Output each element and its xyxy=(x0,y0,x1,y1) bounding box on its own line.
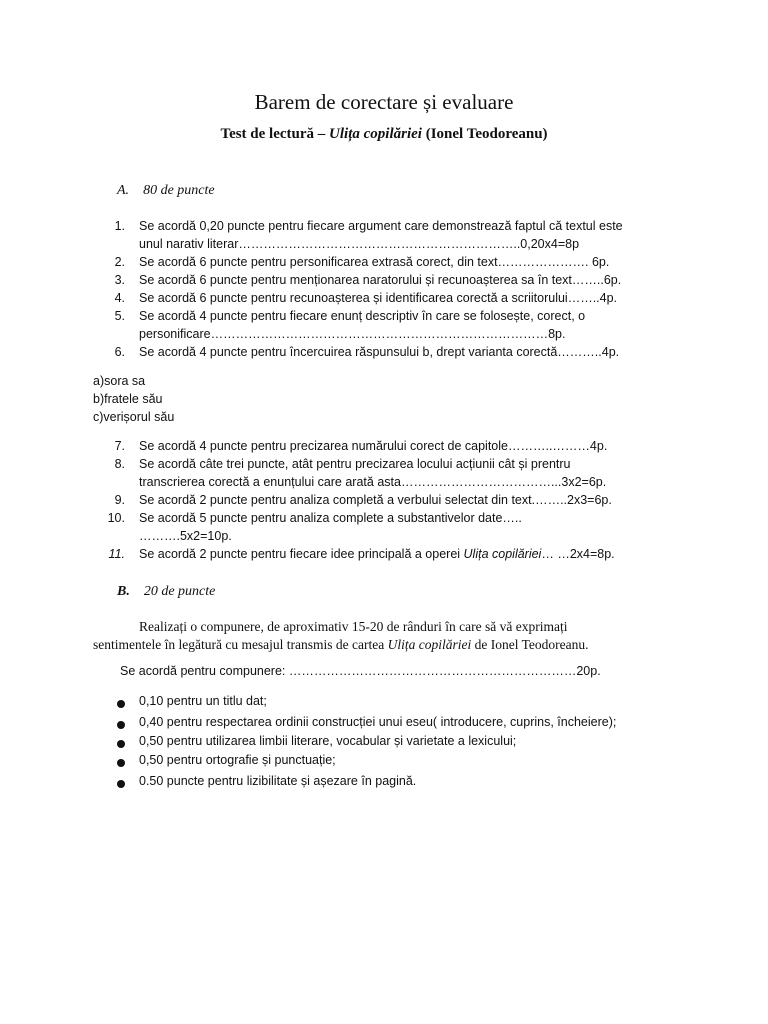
item-text: Se acordă 0,20 puncte pentru fiecare argument care demonstrează faptul că textul este xyxy=(139,219,623,233)
bullet-text: 0,40 pentru respectarea ordinii construcției unui eseu( introducere, cuprins, încheiere); xyxy=(139,715,617,729)
subtitle-author: (Ionel Teodoreanu) xyxy=(421,126,548,142)
task-text-end: de Ionel Teodoreanu. xyxy=(471,637,589,652)
item-number: 8. xyxy=(114,457,125,471)
section-a-letter: A. xyxy=(117,183,130,198)
item-text: Se acordă 6 puncte pentru menționarea naratorului și recunoașterea sa în text……..6p. xyxy=(139,273,622,287)
subtitle-prefix: Test de lectură – xyxy=(220,126,330,142)
item-text-cont: unul narativ literar…………………………………………………………..0,20x4=8p xyxy=(139,237,580,251)
bullet-icon xyxy=(117,759,125,767)
item-text-cont: transcrierea corectă a enunțului care arată asta………………………………...3x2=6p. xyxy=(139,475,607,489)
bullet-icon xyxy=(117,780,125,788)
section-b-heading xyxy=(117,584,215,600)
item-text-start: Se acordă 2 puncte pentru fiecare idee principală a operei xyxy=(139,547,464,561)
score-line: Se acordă pentru compunere: ……………………………………………………………20p. xyxy=(120,664,601,678)
item-number: 4. xyxy=(114,291,125,305)
task-paragraph-line2 xyxy=(93,637,589,653)
task-text-start: sentimentele în legătură cu mesajul transmis de cartea xyxy=(93,637,388,652)
book-title: Ulița copilăriei xyxy=(463,547,542,561)
item-text: Se acordă 4 puncte pentru fiecare enunț descriptiv în care se folosește, corect, o xyxy=(139,309,586,323)
item-number: 9. xyxy=(114,493,125,507)
item-text-end: … …2x4=8p. xyxy=(541,547,615,561)
item-number: 7. xyxy=(114,439,125,453)
item-text xyxy=(139,547,615,561)
section-b-letter: B. xyxy=(117,584,130,599)
bullet-text: 0,10 pentru un titlu dat; xyxy=(139,694,267,708)
subtitle-book: Ulița copilăriei xyxy=(329,126,422,142)
bullet-text: 0.50 puncte pentru lizibilitate și așezare în pagină. xyxy=(139,774,417,788)
item-text: Se acordă 4 puncte pentru precizarea numărului corect de capitole………..………4p. xyxy=(139,439,608,453)
item-text: Se acordă 5 puncte pentru analiza complete a substantivelor date….. xyxy=(139,511,522,525)
item-text-cont: personificare………………………………………………………………………8p. xyxy=(139,327,566,341)
item-number: 6. xyxy=(114,345,125,359)
item-text: Se acordă 2 puncte pentru analiza completă a verbului selectat din text.……..2x3=6p. xyxy=(139,493,612,507)
answer-option: b)fratele său xyxy=(93,392,163,406)
item-text: Se acordă câte trei puncte, atât pentru precizarea locului acțiunii cât și prentru xyxy=(139,457,571,471)
bullet-text: 0,50 pentru utilizarea limbii literare, vocabular și varietate a lexicului; xyxy=(139,734,517,748)
item-number: 3. xyxy=(114,273,125,287)
section-a-points: 80 de puncte xyxy=(143,183,215,198)
bullet-icon xyxy=(117,721,125,729)
item-number: 11. xyxy=(108,547,125,561)
answer-option: a)sora sa xyxy=(93,374,146,388)
bullet-icon xyxy=(117,700,125,708)
bullet-text: 0,50 pentru ortografie și punctuație; xyxy=(139,753,336,767)
item-number: 10. xyxy=(107,511,125,525)
section-a-heading xyxy=(117,183,215,199)
item-number: 5. xyxy=(114,309,125,323)
item-text: Se acordă 6 puncte pentru recunoașterea și identificarea corectă a scriitorului……..4p. xyxy=(139,291,618,305)
item-text: Se acordă 4 puncte pentru încercuirea răspunsului b, drept varianta corectă………..4p. xyxy=(139,345,620,359)
section-b-points: 20 de puncte xyxy=(143,584,216,599)
item-number: 1. xyxy=(114,219,125,233)
book-title: Ulița copilăriei xyxy=(387,637,472,652)
item-number: 2. xyxy=(114,255,125,269)
bullet-icon xyxy=(117,740,125,748)
page-title: Barem de corectare și evaluare xyxy=(254,90,514,114)
answer-option: c)verișorul său xyxy=(93,410,175,424)
item-text-cont: ……….5x2=10p. xyxy=(139,529,232,543)
item-text: Se acordă 6 puncte pentru personificarea extrasă corect, din text…………………. 6p. xyxy=(139,255,610,269)
task-paragraph-line1: Realizați o compunere, de aproximativ 15-20 de rânduri în care să vă exprimați xyxy=(139,619,568,634)
page-subtitle xyxy=(0,126,768,143)
